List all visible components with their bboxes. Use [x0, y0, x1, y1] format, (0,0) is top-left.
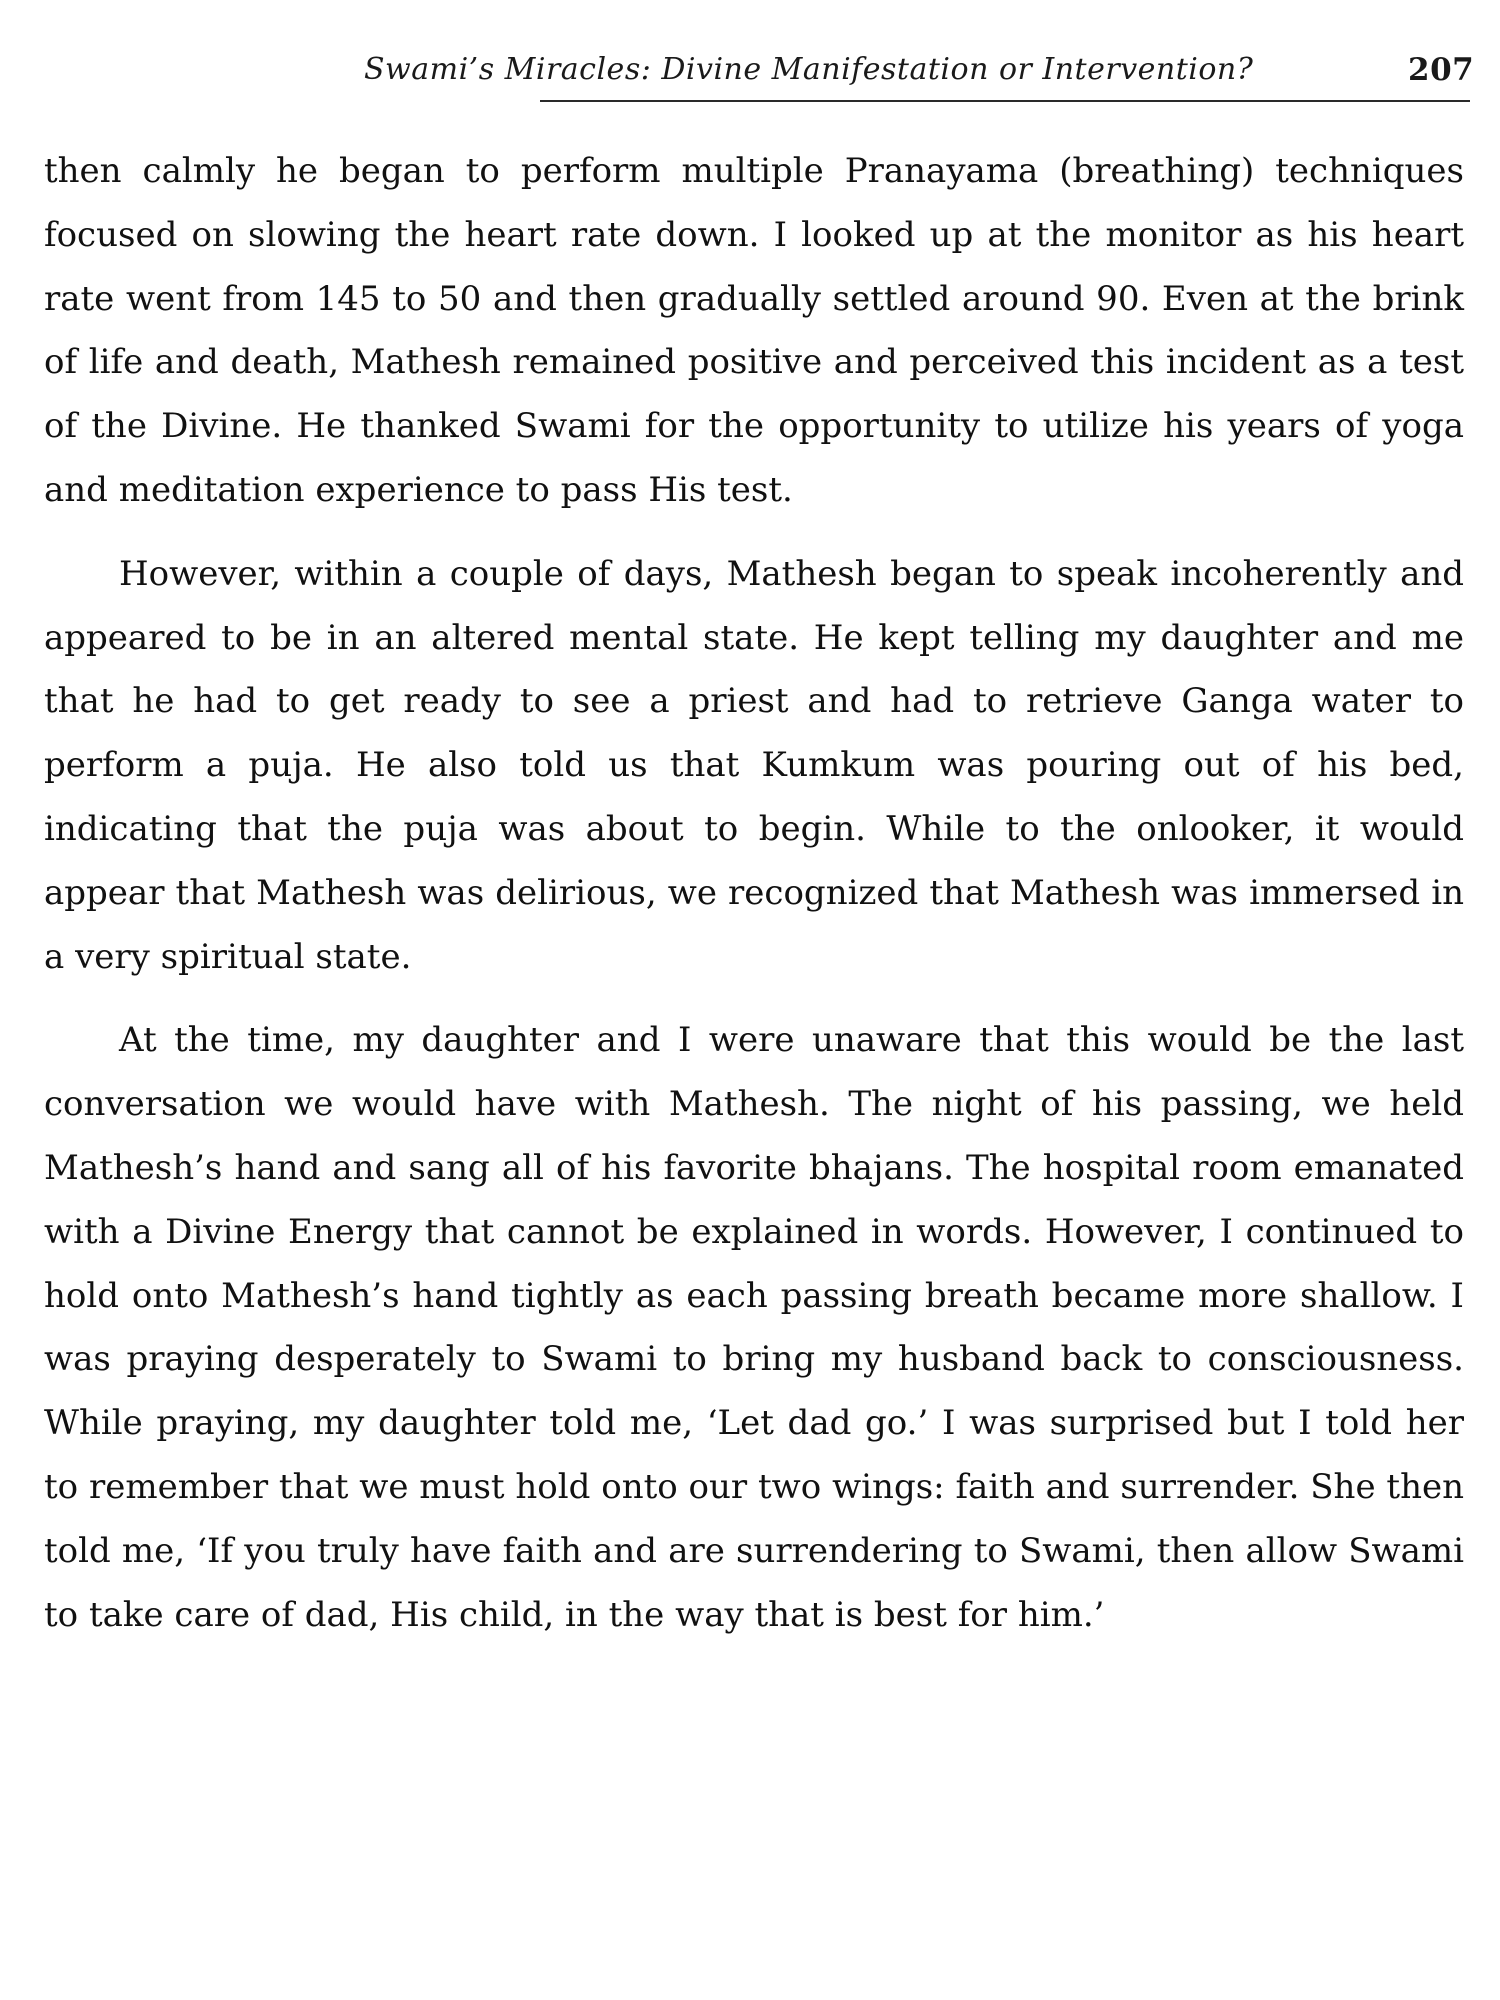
- body-text: [44, 140, 1464, 1647]
- running-head: [364, 52, 1475, 96]
- page-number: 207: [1408, 52, 1475, 88]
- header-rule: [540, 100, 1470, 102]
- paragraph-1: then calmly he began to perform multiple Pranayama (breathing) techniques focused on slowing the heart rate down. I looked up at the monitor as his heart rate went from 145 to 50 and then gradually settled around 90. Even at the brink of life and death, Mathesh remained positive and perceived this incident as a test of the Divine. He thanked Swami for the opportunity to utilize his years of yoga and meditation experience to pass His test.: [44, 151, 1464, 510]
- running-head-title: Swami’s Miracles: Divine Manifestation or Intervention?: [364, 52, 1254, 87]
- paragraph-2: However, within a couple of days, Mathesh began to speak incoherently and appeared to be in an altered mental state. He kept telling my daughter and me that he had to get ready to see a priest and had to retrieve Ganga water to perform a puja. He also told us that Kumkum was pouring out of his bed, indicating that the puja was about to begin. While to the onlooker, it would appear that Mathesh was delirious, we recognized that Mathesh was immersed in a very spiritual state.: [44, 553, 1464, 977]
- paragraph-3: At the time, my daughter and I were unaware that this would be the last conversation we would have with Mathesh. The night of his passing, we held Mathesh’s hand and sang all of his favorite bhajans. The hospital room emanated with a Divine Energy that cannot be explained in words. However, I continued to hold onto Mathesh’s hand tightly as each passing breath became more shallow. I was praying desperately to Swami to bring my husband back to consciousness. While praying, my daughter told me, ‘Let dad go.’ I was surprised but I told her to remember that we must hold onto our two wings: faith and surrender. She then told me, ‘If you truly have faith and are surrendering to Swami, then allow Swami to take care of dad, His child, in the way that is best for him.’: [44, 1020, 1464, 1635]
